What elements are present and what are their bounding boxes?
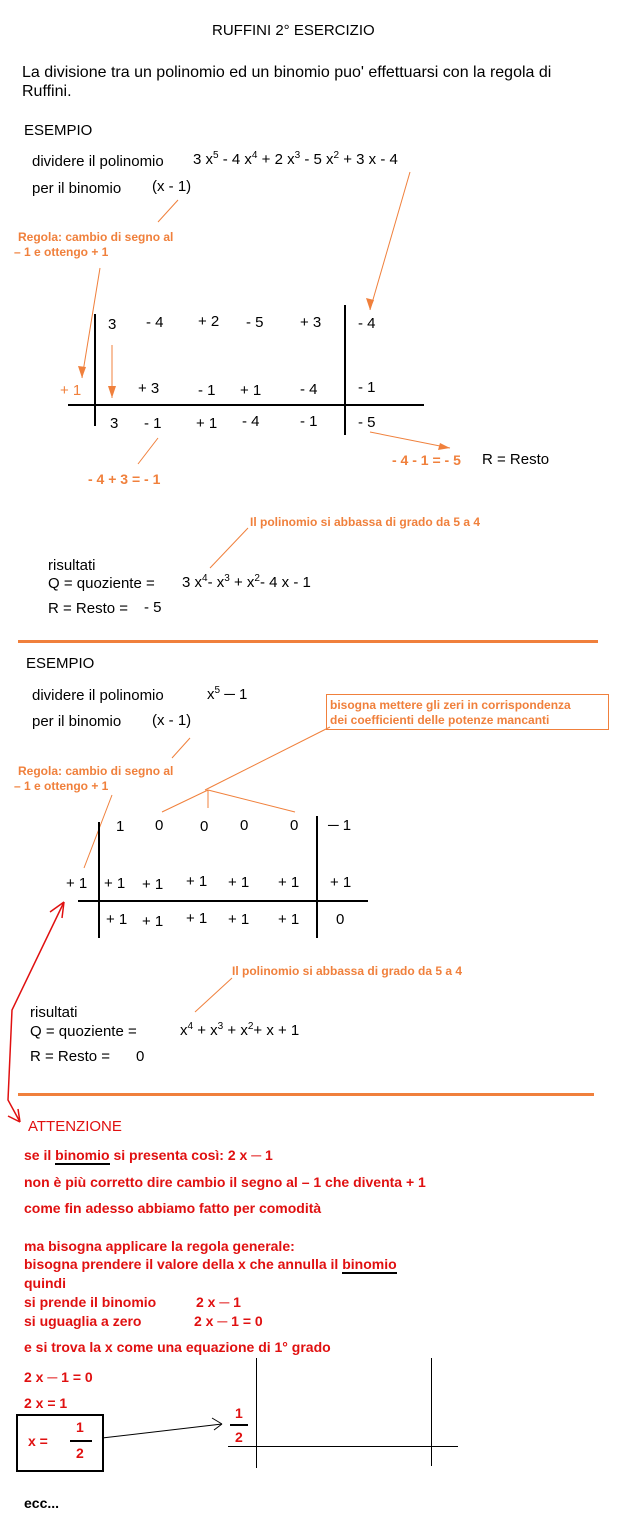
ex2-note-box-line-1: bisogna mettere gli zeri in corrispondenza bbox=[330, 698, 571, 712]
ex2-regola-2: – 1 e ottengo + 1 bbox=[14, 779, 109, 793]
ex2-risultati: risultati bbox=[30, 1004, 78, 1021]
ex1-table-base-line bbox=[68, 404, 424, 406]
ex1-note-grado: Il polinomio si abbassa di grado da 5 a 4 bbox=[250, 515, 481, 529]
ex1-r1-c3: + 2 bbox=[198, 313, 220, 330]
ex2-r2-c3: + 1 bbox=[186, 873, 208, 890]
ex2-r1-c2: 0 bbox=[155, 817, 164, 834]
ex1-r3-c5: - 1 bbox=[300, 413, 318, 430]
ex2-r1-c3: 0 bbox=[200, 818, 209, 835]
ex2-r3-c2: + 1 bbox=[142, 913, 164, 930]
ex1-regola-1: Regola: cambio di segno al bbox=[18, 230, 174, 244]
ex2-dividi-label: dividere il polinomio bbox=[32, 687, 164, 704]
ex1-r2-c2: + 3 bbox=[138, 380, 160, 397]
ex1-r2-c3: - 1 bbox=[198, 382, 216, 399]
attenzione-line-7b: 2 x ─ 1 bbox=[196, 1294, 241, 1310]
ex1-r3-c4: - 4 bbox=[242, 413, 260, 430]
ex2-note-box bbox=[326, 694, 609, 730]
ex2-r3-c1: + 1 bbox=[106, 911, 128, 928]
attenzione-line-2: non è più corretto dire cambio il segno al – 1 che diventa + 1 bbox=[24, 1174, 426, 1190]
ex1-q-label: Q = quoziente = bbox=[48, 575, 155, 592]
attenzione-line-6: quindi bbox=[24, 1275, 66, 1291]
intro-line-2: Ruffini. bbox=[22, 83, 72, 100]
table-fraction-bar bbox=[230, 1424, 248, 1426]
ex2-r2-c5: + 1 bbox=[278, 874, 300, 891]
ex2-r1-c6: ─ 1 bbox=[328, 817, 352, 834]
ex2-r3-c6: 0 bbox=[336, 911, 345, 928]
ruffini-template-left-line bbox=[256, 1358, 257, 1468]
section-divider-1 bbox=[18, 640, 598, 643]
ex1-heading: ESEMPIO bbox=[24, 122, 93, 139]
ex2-r2-c4: + 1 bbox=[228, 874, 250, 891]
ex1-table-right-line bbox=[344, 305, 346, 435]
ex1-quoziente: 3 $x^4-$ $x^3 + x^2-$ 4 x - 1 bbox=[182, 573, 311, 591]
ex1-r3-c1: 3 bbox=[110, 415, 119, 432]
ex2-divisor: + 1 bbox=[66, 875, 88, 892]
attenzione-line-3: come fin adesso abbiamo fatto per comodità bbox=[24, 1200, 322, 1216]
attenzione-line-8a: si uguaglia a zero bbox=[24, 1313, 142, 1329]
attenzione-line-1: se il binomio si presenta così: 2 x ─ 1 bbox=[24, 1147, 273, 1163]
ex2-r2-c1: + 1 bbox=[104, 875, 126, 892]
ex1-r3-c2: - 1 bbox=[144, 415, 162, 432]
section-divider-2 bbox=[18, 1093, 594, 1096]
ex1-note-sum: - 4 + 3 = - 1 bbox=[88, 471, 161, 487]
ex1-dividi-label: dividere il polinomio bbox=[32, 153, 164, 170]
ex2-r1-c1: 1 bbox=[116, 818, 125, 835]
ex2-r1-c5: 0 bbox=[290, 817, 299, 834]
intro-line-1: La divisione tra un polinomio ed un binomio puo' effettuarsi con la regola di bbox=[22, 64, 552, 81]
ex2-r-label: R = Resto = bbox=[30, 1048, 111, 1065]
ex1-note-rest: - 4 - 1 = - 5 bbox=[392, 452, 461, 468]
ex1-r3-c6: - 5 bbox=[358, 414, 376, 431]
ex2-note-grado: Il polinomio si abbassa di grado da 5 a 4 bbox=[232, 964, 463, 978]
ex2-r3-c4: + 1 bbox=[228, 911, 250, 928]
ex2-q-label: Q = quoziente = bbox=[30, 1023, 137, 1040]
ex2-resto: 0 bbox=[136, 1048, 145, 1065]
attenzione-line-5: bisogna prendere il valore della x che annulla il binomio bbox=[24, 1256, 397, 1272]
ex2-r3-c5: + 1 bbox=[278, 911, 300, 928]
ex2-binomio-label: per il binomio bbox=[32, 713, 122, 730]
ex2-heading: ESEMPIO bbox=[26, 655, 95, 672]
ex2-r3-c3: + 1 bbox=[186, 910, 208, 927]
ex2-table-right-line bbox=[316, 816, 318, 938]
ex1-r1-c1: 3 bbox=[108, 316, 117, 333]
ruffini-template-base-line bbox=[228, 1446, 458, 1447]
ex2-table-left-line bbox=[98, 822, 100, 938]
ex1-polinomio: 3 $x^5 - 4$ $x^4 + 2$ $x^3 - 5$ $x^2 + 3$ x - 4 bbox=[193, 150, 398, 168]
ruffini-template-right-line bbox=[431, 1358, 432, 1466]
ex1-r-resto: R = Resto bbox=[482, 451, 550, 468]
ex2-regola-1: Regola: cambio di segno al bbox=[18, 764, 174, 778]
ex1-r3-c3: + 1 bbox=[196, 415, 218, 432]
attenzione-line-7a: si prende il binomio bbox=[24, 1294, 157, 1310]
ex1-divisor: + 1 bbox=[60, 382, 82, 399]
ex1-r2-c6: - 1 bbox=[358, 379, 376, 396]
solution-denominator: 2 bbox=[76, 1445, 84, 1461]
ex1-r1-c5: + 3 bbox=[300, 314, 322, 331]
ex2-quoziente: $x^4 + x^3 + x^2+ x + 1$ bbox=[180, 1021, 300, 1039]
ex2-r2-c6: + 1 bbox=[330, 874, 352, 891]
ex1-table-left-line bbox=[94, 314, 96, 426]
attenzione-heading: ATTENZIONE bbox=[28, 1118, 122, 1135]
ex2-r2-c2: + 1 bbox=[142, 876, 164, 893]
ex1-binomio: (x - 1) bbox=[152, 178, 192, 195]
page-title: RUFFINI 2° ESERCIZIO bbox=[212, 22, 375, 39]
ex1-risultati: risultati bbox=[48, 557, 96, 574]
ecc-text: ecc... bbox=[24, 1495, 60, 1511]
equation-1: 2 x ─ 1 = 0 bbox=[24, 1369, 93, 1385]
solution-box bbox=[16, 1414, 104, 1472]
ex2-r1-c4: 0 bbox=[240, 817, 249, 834]
ex1-r-label: R = Resto = bbox=[48, 600, 129, 617]
ex1-binomio-label: per il binomio bbox=[32, 180, 122, 197]
ex1-r1-c6: - 4 bbox=[358, 315, 376, 332]
attenzione-line-9: e si trova la x come una equazione di 1° grado bbox=[24, 1339, 331, 1355]
solution-numerator: 1 bbox=[76, 1419, 84, 1435]
ex1-resto: - 5 bbox=[144, 599, 162, 616]
ex2-binomio: (x - 1) bbox=[152, 712, 192, 729]
attenzione-line-8b: 2 x ─ 1 = 0 bbox=[194, 1313, 263, 1329]
equation-2: 2 x = 1 bbox=[24, 1395, 68, 1411]
ex1-r2-c5: - 4 bbox=[300, 381, 318, 398]
ex2-note-box-line-2: dei coefficienti delle potenze mancanti bbox=[330, 713, 550, 727]
table-fraction-denominator: 2 bbox=[235, 1429, 243, 1445]
table-fraction-numerator: 1 bbox=[235, 1405, 243, 1421]
ex2-polinomio: $x^5$ ─ 1 bbox=[207, 685, 248, 703]
ex1-r2-c4: + 1 bbox=[240, 382, 262, 399]
ex1-r1-c2: - 4 bbox=[146, 314, 164, 331]
ex1-r1-c4: - 5 bbox=[246, 314, 264, 331]
ex1-regola-2: – 1 e ottengo + 1 bbox=[14, 245, 109, 259]
attenzione-line-4: ma bisogna applicare la regola generale: bbox=[24, 1238, 295, 1254]
solution-x-label: x = bbox=[28, 1433, 48, 1449]
solution-fraction-bar bbox=[70, 1440, 92, 1442]
ex2-table-base-line bbox=[78, 900, 368, 902]
